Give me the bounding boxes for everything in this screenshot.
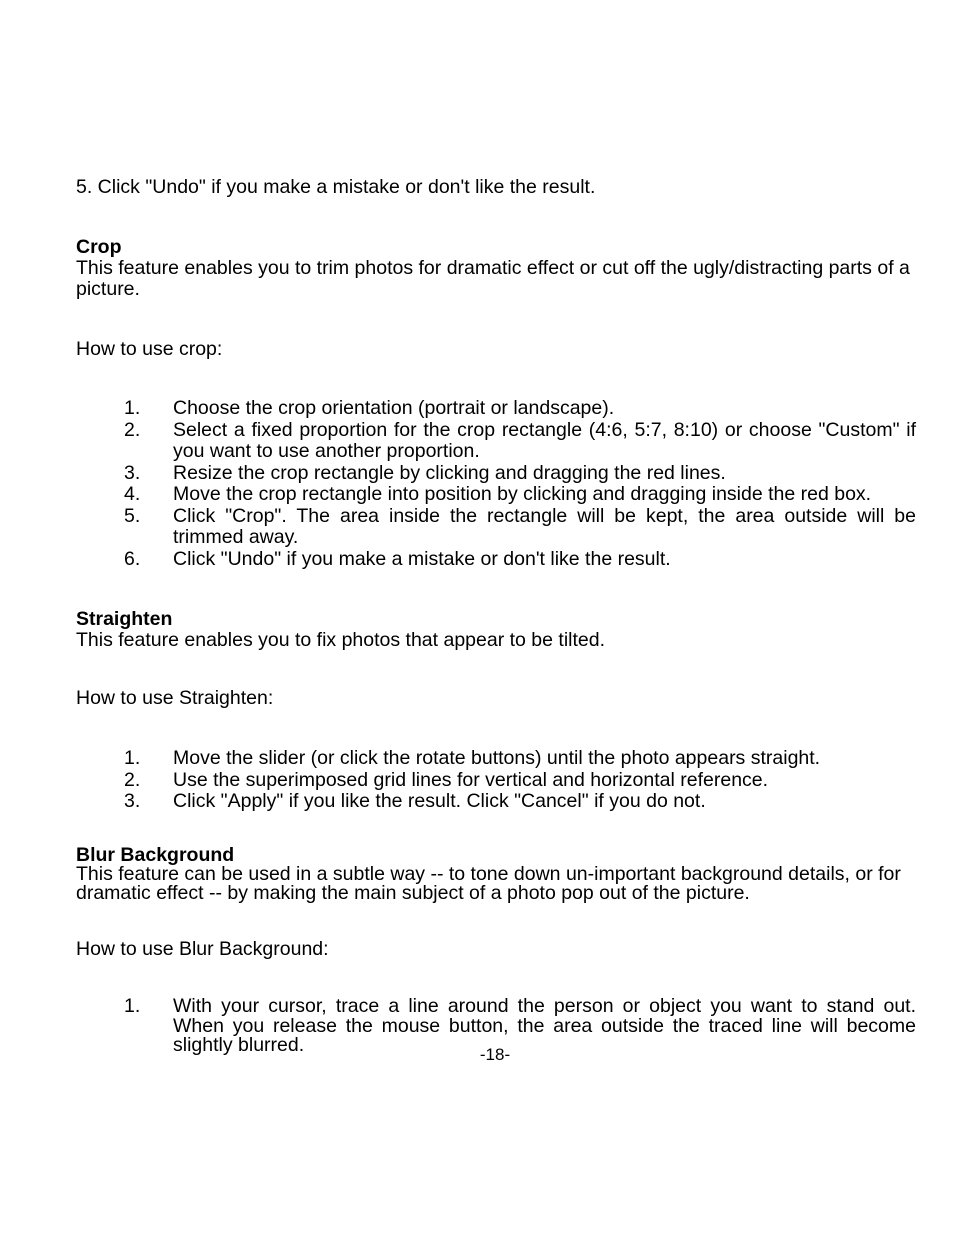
crop-howto: [76, 339, 916, 360]
crop-section: [76, 237, 916, 300]
list-item-number: 2.: [124, 418, 141, 441]
straighten-heading: Straighten: [76, 608, 173, 630]
list-item: [76, 748, 916, 770]
blur-section: [76, 846, 916, 903]
crop-howto-text: How to use crop:: [76, 338, 223, 360]
list-item-text: Choose the crop orientation (portrait or landscape).: [173, 397, 615, 419]
list-item-number: 6.: [124, 547, 141, 570]
list-item-number: 1.: [124, 397, 141, 419]
straighten-section: [76, 609, 916, 651]
blur-description: This feature can be used in a subtle way -- to tone down un-important background details, or for dramatic effect -- by making the main subject of a photo pop out of the picture.: [76, 863, 901, 904]
intro-step: [76, 177, 916, 198]
list-item-text: Use the superimposed grid lines for vertical and horizontal reference.: [173, 768, 769, 791]
list-item-text: Move the slider (or click the rotate buttons) until the photo appears straight.: [173, 747, 821, 769]
list-item-text: Click "Apply" if you like the result. Click "Cancel" if you do not.: [173, 790, 706, 812]
straighten-howto: [76, 688, 916, 709]
list-item-text: With your cursor, trace a line around the person or object you want to stand out. When you release the mouse button, the area outside the traced line will become slightly blurred.: [173, 995, 916, 1056]
list-item: [76, 484, 916, 506]
blur-howto-text: How to use Blur Background:: [76, 938, 329, 960]
list-item-number: 4.: [124, 483, 141, 505]
page-number: -18-: [479, 1045, 511, 1064]
list-item: [76, 398, 916, 420]
straighten-steps-list: [76, 748, 916, 813]
straighten-description: This feature enables you to fix photos that appear to be tilted.: [76, 629, 606, 651]
list-item-number: 1.: [124, 995, 141, 1017]
list-item-number: 3.: [124, 461, 141, 484]
list-item-number: 1.: [124, 747, 141, 769]
list-item-number: 2.: [124, 768, 141, 791]
list-item-text: Click "Undo" if you make a mistake or don't like the result.: [173, 547, 671, 570]
list-item: [76, 506, 916, 549]
straighten-howto-text: How to use Straighten:: [76, 687, 274, 709]
list-item: [76, 791, 916, 813]
list-item: [76, 549, 916, 571]
crop-description: This feature enables you to trim photos for dramatic effect or cut off the ugly/distracting parts of a picture.: [76, 257, 910, 300]
list-item-text: Resize the crop rectangle by clicking and dragging the red lines.: [173, 461, 726, 484]
blur-heading: Blur Background: [76, 844, 235, 866]
crop-steps-list: [76, 398, 916, 570]
list-item-text: Click "Crop". The area inside the rectangle will be kept, the area outside will be trimmed away.: [173, 504, 916, 548]
list-item: [76, 463, 916, 485]
list-item-text: Select a fixed proportion for the crop rectangle (4:6, 5:7, 8:10) or choose "Custom" if you want to use another proportion.: [173, 418, 916, 462]
blur-howto: [76, 939, 916, 960]
list-item-text: Move the crop rectangle into position by clicking and dragging inside the red box.: [173, 483, 872, 505]
list-item-number: 5.: [124, 504, 141, 527]
list-item: [76, 420, 916, 463]
list-item: [76, 770, 916, 792]
crop-heading: Crop: [76, 236, 122, 258]
list-item-number: 3.: [124, 790, 141, 812]
intro-step-text: 5. Click "Undo" if you make a mistake or don't like the result.: [76, 176, 596, 198]
